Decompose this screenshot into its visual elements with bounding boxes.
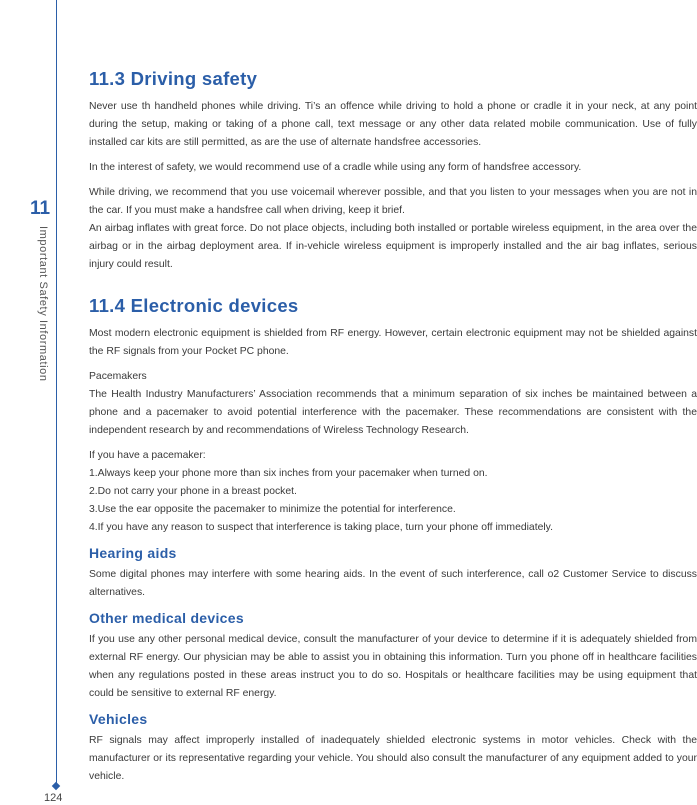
chapter-number: 11	[30, 198, 51, 219]
page-content	[89, 66, 697, 786]
list-item: 2.Do not carry your phone in a breast pocket.	[89, 486, 297, 497]
section-title-driving-safety: 11.3 Driving safety	[89, 68, 258, 89]
list-item: 1.Always keep your phone more than six inches from your pacemaker when turned on.	[89, 468, 488, 479]
driving-paragraph-4: An airbag inflates with great force. Do not place objects, including both installed or portable wireless equipment, in the area over the airbag or in the airbag deployment area. If in-vehicle wireless equipment is improperly installed and the air bag inflates, serious injury could result.	[89, 223, 697, 270]
driving-paragraph-1: Never use th handheld phones while driving. Ti’s an offence while driving to hold a phone or cradle it in your neck, at any point during the setup, making or taking of a phone call, text message or any other data related mobile communication. Use of fully installed car kits are still permitted, as are the use of alternate handsfree accessories.	[89, 101, 697, 148]
page-number: 124	[44, 792, 63, 804]
pacemakers-label: Pacemakers	[89, 371, 147, 382]
driving-paragraph-2: In the interest of safety, we would recommend use of a cradle while using any form of handsfree accessory.	[89, 162, 582, 173]
driving-paragraph-3: While driving, we recommend that you use voicemail wherever possible, and that you listen to your messages when you are not in the car. If you must make a handsfree call when driving, keep it brief.	[89, 187, 697, 216]
subsection-title-other-medical: Other medical devices	[89, 610, 244, 626]
list-item: 3.Use the ear opposite the pacemaker to minimize the potential for interference.	[89, 504, 456, 515]
list-item: 4.If you have any reason to suspect that interference is taking place, turn your phone off immediately.	[89, 522, 553, 533]
medical-paragraph: If you use any other personal medical device, consult the manufacturer of your device to determine if it is adequately shielded from external RF energy. Our physician may be able to assist you in obtaining this information. Turn you phone off in healthcare facilities when any regulations posted in these areas instruct you to do so. Hospitals or healthcare facilities may be using equipment that could be sensitive to external RF energy.	[89, 634, 697, 699]
pacemaker-list	[89, 465, 697, 537]
subsection-title-hearing-aids: Hearing aids	[89, 545, 177, 561]
subsection-title-vehicles: Vehicles	[89, 711, 148, 727]
pacemakers-paragraph: The Health Industry Manufacturers’ Association recommends that a minimum separation of six inches be maintained between a phone and a pacemaker to avoid potential interference with the pacemaker. These recommendations are consistent with the independent research by and recommendations of Wireless Technology Research.	[89, 389, 697, 436]
pacemaker-list-intro: If you have a pacemaker:	[89, 450, 206, 461]
margin-rule	[56, 0, 57, 784]
chapter-title-vertical: Important Safety Information	[37, 226, 49, 382]
diamond-icon	[52, 782, 60, 790]
hearing-aids-paragraph: Some digital phones may interfere with some hearing aids. In the event of such interference, call o2 Customer Service to discuss alternatives.	[89, 569, 697, 598]
section-title-electronic-devices: 11.4 Electronic devices	[89, 295, 299, 316]
electronic-paragraph-1: Most modern electronic equipment is shielded from RF energy. However, certain electronic equipment may not be shielded against the RF signals from your Pocket PC phone.	[89, 328, 697, 357]
vehicles-paragraph: RF signals may affect improperly installed of inadequately shielded electronic systems in motor vehicles. Check with the manufacturer or its representative regarding your vehicle. You should also consult the manufacturer of any equipment added to your vehicle.	[89, 735, 697, 782]
